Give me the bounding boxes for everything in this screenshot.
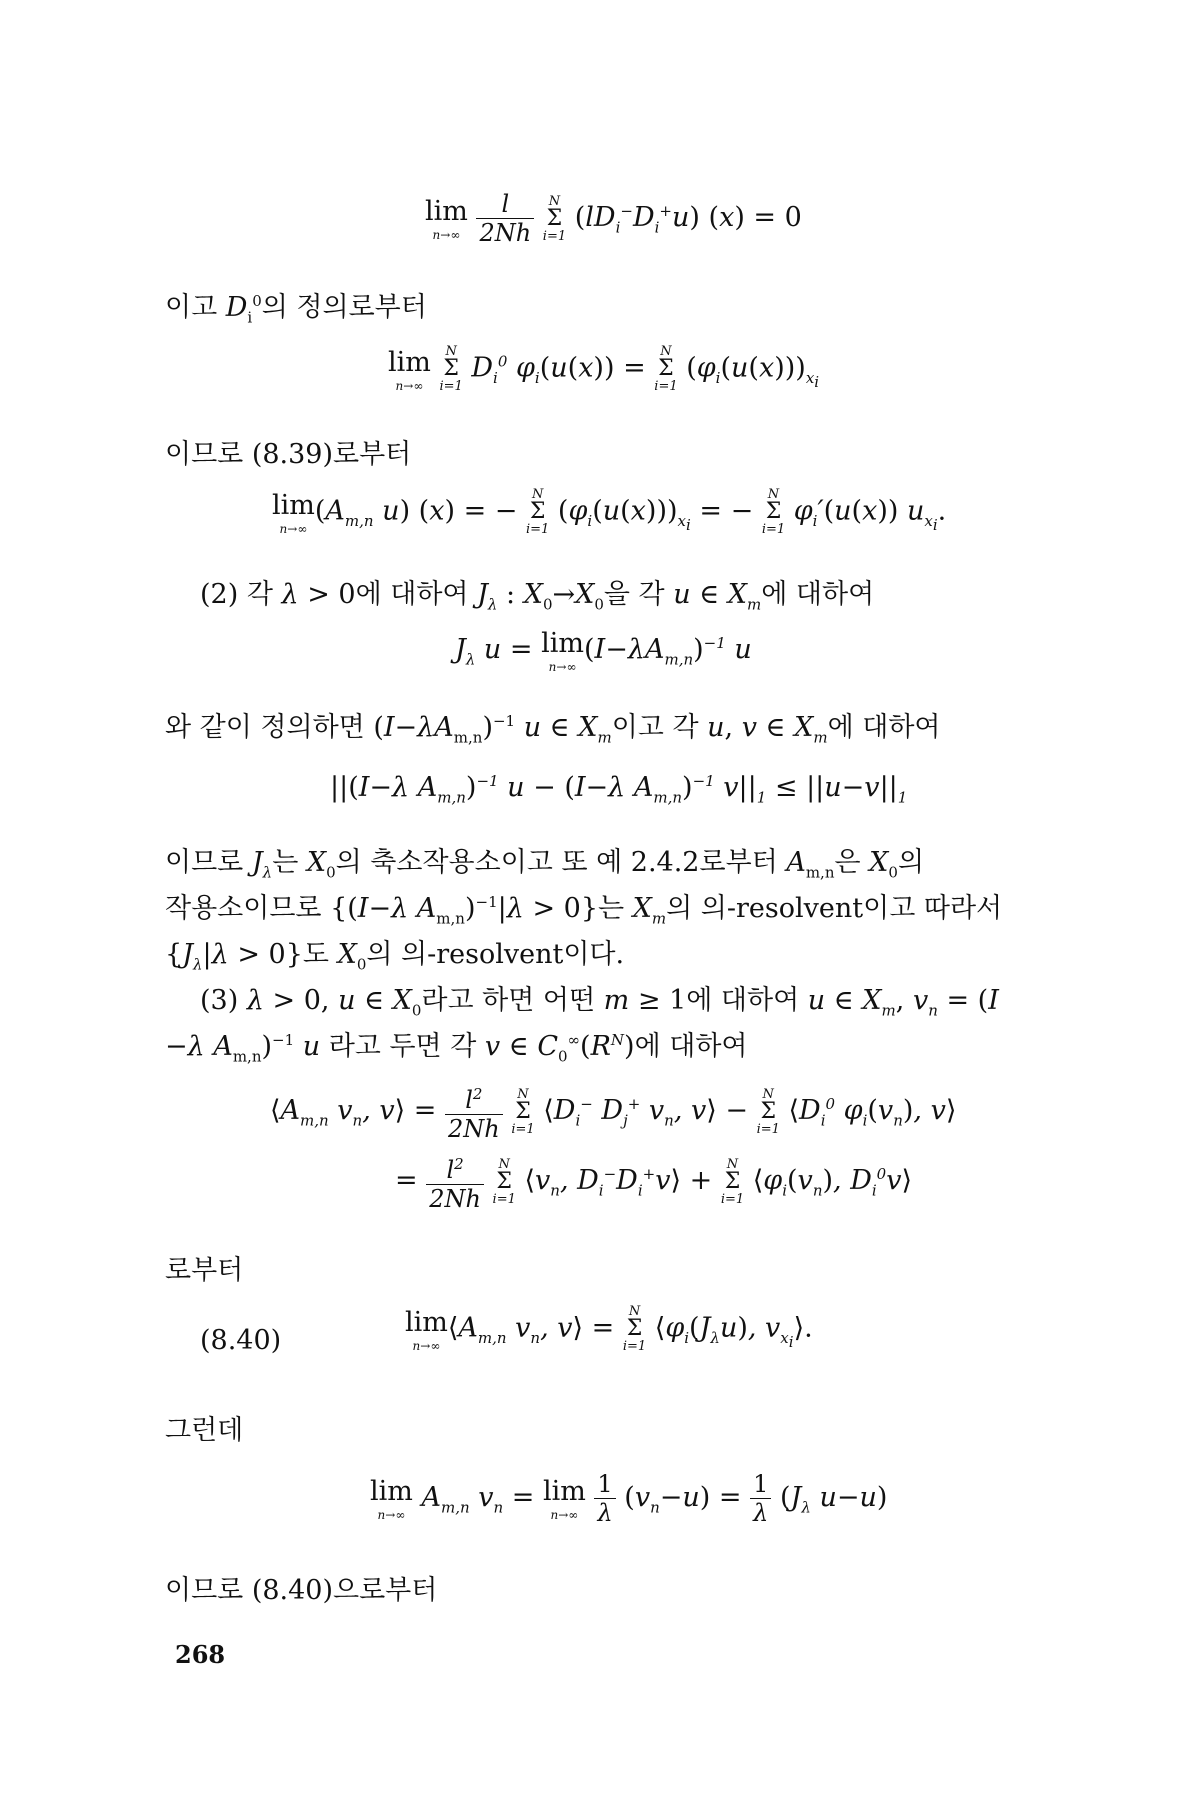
- equation-7: lim n→∞ $⟨A_{m,n}$ $v_n$, v⟩ = N Σ i=1 $⟨\varphi_i(J_\lambda u)$, $v_{x_i}⟩$.: [405, 1304, 813, 1354]
- text-line-2: 이므로 (8.39)로부터: [165, 439, 412, 470]
- text-line-9: 이므로 (8.40)으로부터: [165, 1575, 438, 1606]
- text-line-8: 그런데: [165, 1415, 244, 1446]
- text-line-5b: 작용소이므로 {(I−λ $A_{m,n})^{-1}|\lambda > 0$}는 $X_m$의 의-resolvent이고 따라서: [165, 893, 1003, 928]
- text-line-7: 로부터: [165, 1255, 244, 1286]
- equation-number-8-40: (8.40): [200, 1325, 282, 1356]
- equation-3: lim n→∞ ($A_{m,n}$ u) (x) = − N Σ i=1 $(\varphi_i(u(x)))_{x_i}$ = − N Σ i=1 $\varphi_i'(u(x))$ $u_{x_i}$.: [272, 487, 947, 537]
- text-line-4: 와 같이 정의하면 $(I-\lambda A_{m,n})^{-1}$ u ∈ $X_m$이고 각 u, v ∈ $X_m$에 대하여: [165, 712, 941, 747]
- text-line-5a: 이므로 $J_\lambda$는 $X_0$의 축소작용소이고 또 예 2.4.2로부터 $A_{m,n}$은 $X_0$의: [165, 847, 925, 882]
- equation-4: $J_\lambda$ u = lim n→∞ $(I-\lambda A_{m,n})^{-1}$ u: [455, 628, 752, 674]
- equation-5: ||(I−λ $A_{m,n})^{-1}$ u − (I−λ $A_{m,n})^{-1}$ $v||_1 \le ||u-v||_1$: [330, 772, 908, 807]
- equation-6b: = $\frac{l^2}{2Nh}$ N Σ i=1 $⟨v_n$, $D_i^-D_i^+v⟩$ + N Σ i=1 $⟨\varphi_i(v_n)$, $D_i^0v⟩$: [395, 1150, 912, 1213]
- text-line-1: 이고 $D_i^0$의 정의로부터: [165, 292, 427, 327]
- page-number: 268: [175, 1640, 226, 1669]
- equation-8: lim n→∞ $A_{m,n}$ $v_n = \lim$ n→∞ $\frac{1}{\lambda}$ $(v_n-u)$ = $\frac{1}{\lambda}$ ($J_\lambda$ u−u): [370, 1470, 888, 1527]
- text-line-6b: −λ $A_{m,n})^{-1}$ u 라고 두면 각 v ∈ $C_0^\infty(R^N)$에 대하여: [165, 1031, 748, 1066]
- text-line-6a: (3) λ > 0, u ∈ $X_0$라고 하면 어떤 m ≥ 1에 대하여 u ∈ $X_m$, $v_n = (I$: [200, 985, 999, 1020]
- equation-2: lim n→∞ N Σ i=1 $D_i^0$ $\varphi_i(u(x))$ = N Σ i=1 $(\varphi_i(u(x)))_{x_i}$: [388, 344, 820, 394]
- equation-6a: $⟨A_{m,n}$ $v_n$, v⟩ = $\frac{l^2}{2Nh}$ N Σ i=1 $⟨D_i^-$ $D_j^+$ $v_n$, v⟩ − N Σ i=1 $⟨D_i^0$ $\varphi_i(v_n)$, v⟩: [270, 1080, 956, 1143]
- text-line-5c: $\{J_\lambda|\lambda > 0\}$도 $X_0$의 의-resolvent이다.: [165, 939, 625, 974]
- equation-1: lim n→∞ $\frac{l}{2Nh}$ N Σ i=1 $(lD_i^-D_i^+u) (x) = 0$: [425, 190, 802, 247]
- text-line-3: (2) 각 λ > 0에 대하여 $J_\lambda$ : $X_0\to X_0$을 각 u ∈ $X_m$에 대하여: [200, 579, 875, 614]
